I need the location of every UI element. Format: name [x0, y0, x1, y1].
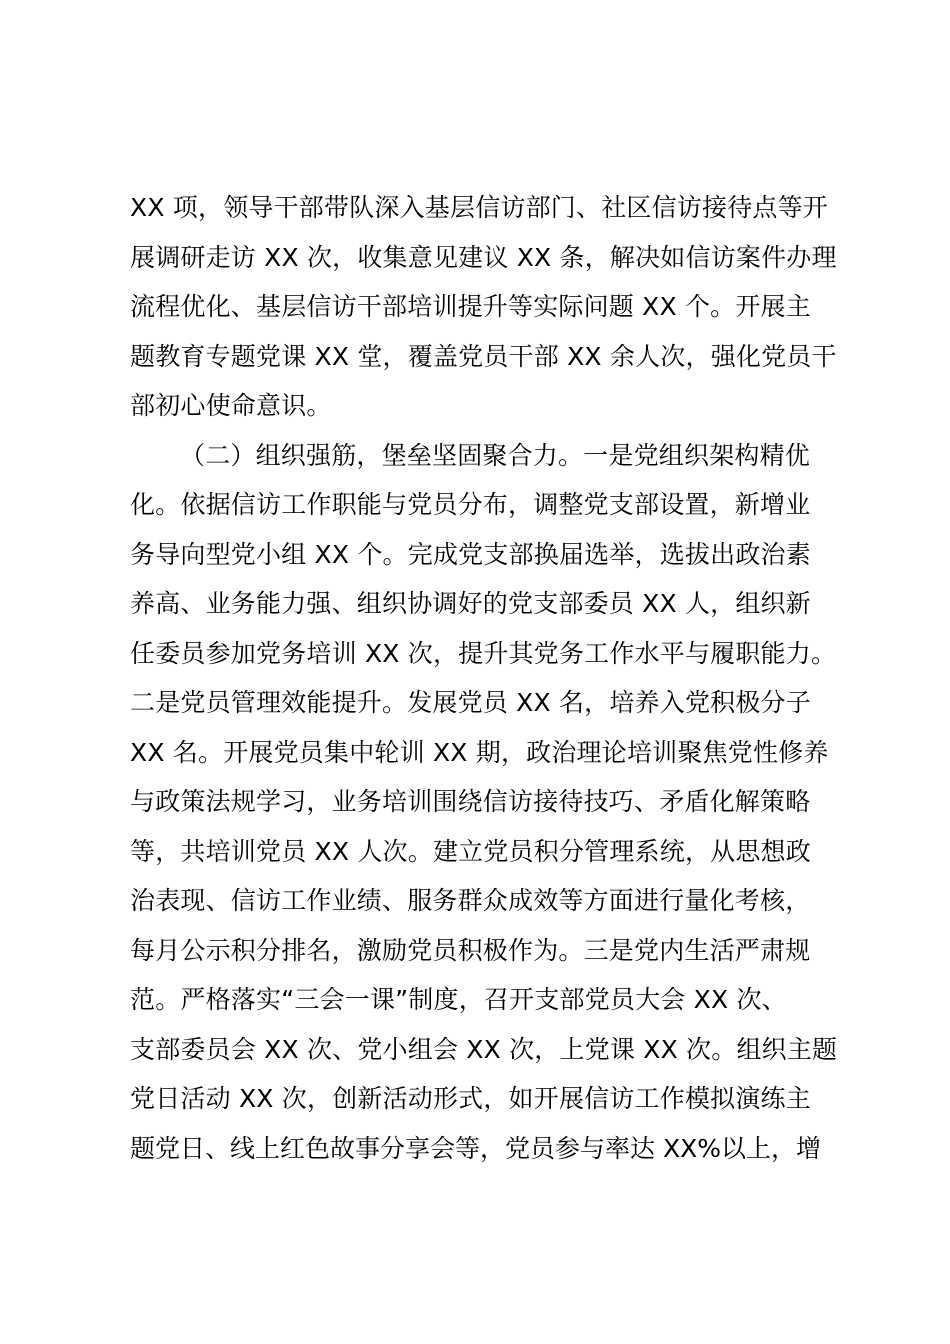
text-line: 治表现、信访工作业绩、服务群众成效等方面进行量化考核，: [130, 886, 811, 915]
text-line: 每月公示积分排名，激励党员积极作为。三是党内生活严肃规: [130, 935, 811, 965]
text-line: 支部委员会 XX 次、党小组会 XX 次，上党课 XX 次。组织主题: [130, 1034, 838, 1064]
text-line: XX 项，领导干部带队深入基层信访部门、社区信访接待点等开: [130, 193, 829, 222]
text-line: 与政策法规学习，业务培训围绕信访接待技巧、矛盾化解策略: [130, 787, 811, 816]
text-line: 流程优化、基层信访干部培训提升等实际问题 XX 个。开展主: [130, 292, 811, 321]
text-line: 部初心使命意识。: [130, 391, 332, 420]
text-line: 务导向型党小组 XX 个。完成党支部换届选举，选拔出政治素: [130, 539, 811, 569]
text-line: 等，共培训党员 XX 人次。建立党员积分管理系统，从思想政: [130, 836, 811, 866]
section-heading-line: （二）组织强筋，堡垒坚固聚合力。一是党组织架构精优: [180, 440, 811, 470]
text-line: 题党日、线上红色故事分享会等，党员参与率达 XX%以上，增: [130, 1133, 821, 1163]
text-line: 展调研走访 XX 次，收集意见建议 XX 条，解决如信访案件办理: [130, 242, 837, 272]
text-line: 范。严格落实“三会一课”制度，召开支部党员大会 XX 次、: [130, 985, 787, 1014]
body-text: [130, 183, 838, 1173]
text-line: 题教育专题党课 XX 堂，覆盖党员干部 XX 余人次，强化党员干: [130, 341, 837, 371]
text-line: 养高、业务能力强、组织协调好的党支部委员 XX 人，组织新: [130, 589, 811, 618]
text-line: 化。依据信访工作职能与党员分布，调整党支部设置，新增业: [130, 490, 811, 519]
text-line: 二是党员管理效能提升。发展党员 XX 名，培养入党积极分子: [130, 688, 811, 717]
text-line: 党日活动 XX 次，创新活动形式，如开展信访工作模拟演练主: [130, 1084, 811, 1113]
text-line: 任委员参加党务培训 XX 次，提升其党务工作水平与履职能力。: [130, 638, 837, 668]
text-line: XX 名。开展党员集中轮训 XX 期，政治理论培训聚焦党性修养: [130, 737, 829, 767]
